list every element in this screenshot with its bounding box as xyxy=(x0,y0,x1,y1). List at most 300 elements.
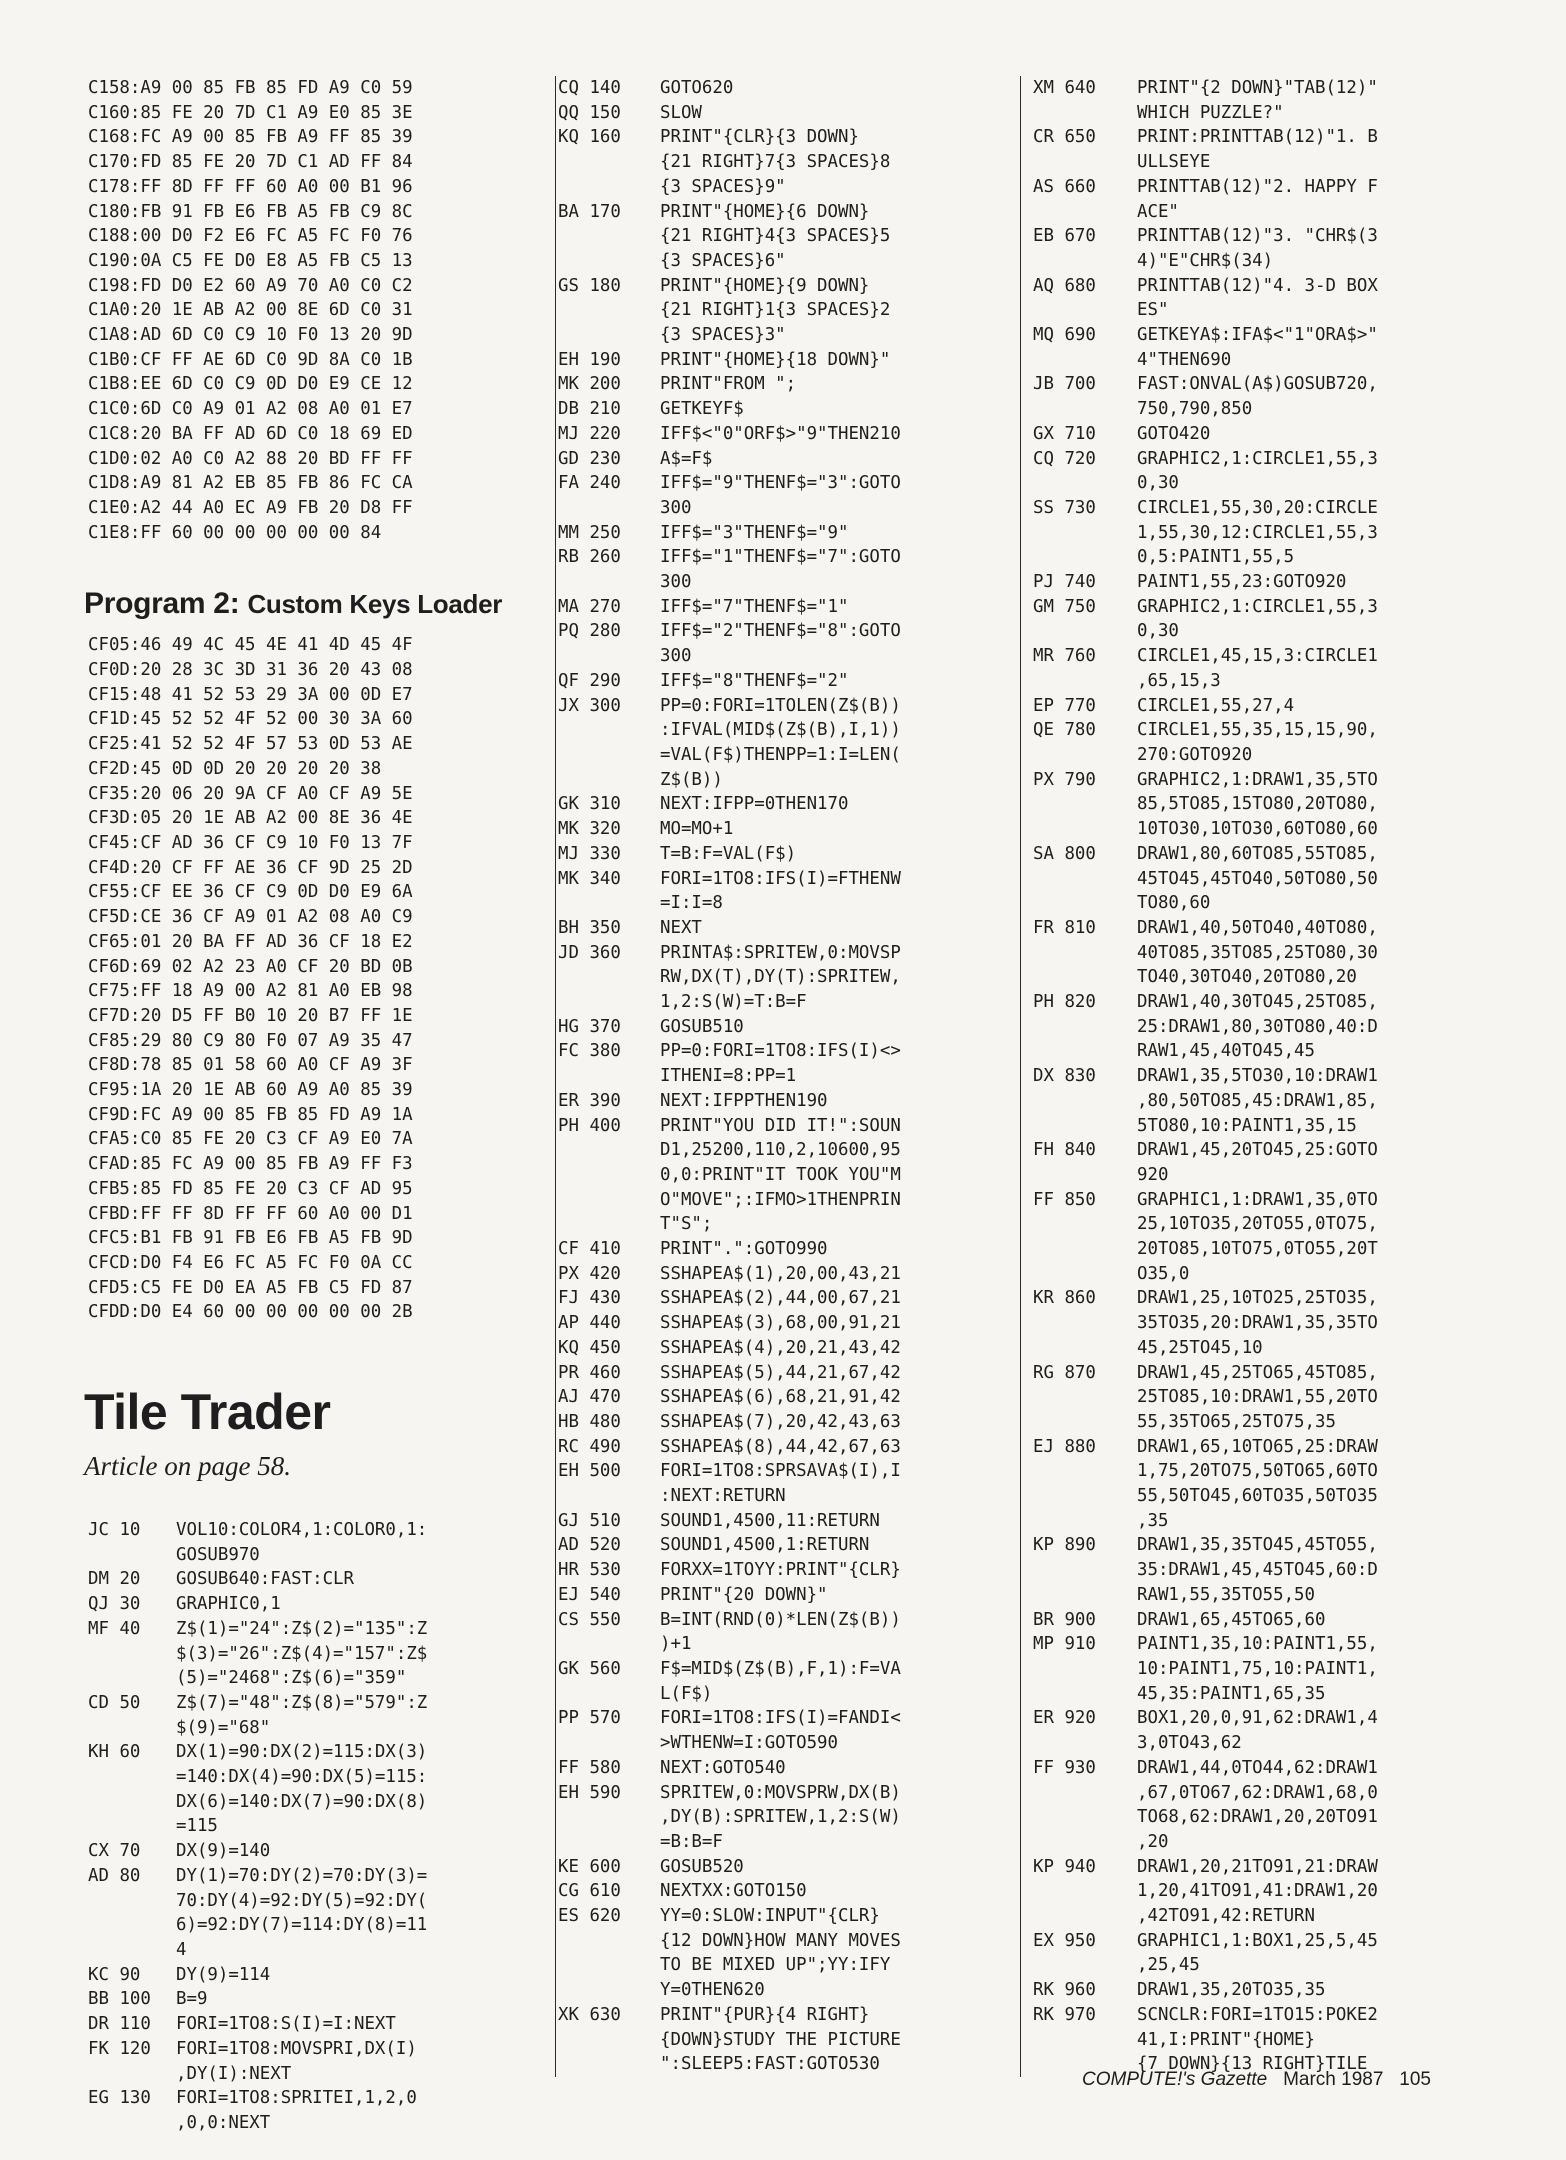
line-number: 540 xyxy=(589,1584,621,1605)
checksum: FC xyxy=(558,1041,579,1062)
checksum: KQ xyxy=(558,127,579,148)
code-text xyxy=(660,1756,786,1781)
line-number: 770 xyxy=(1064,695,1096,716)
code-text xyxy=(660,1904,901,2003)
checksum: PQ xyxy=(558,621,579,642)
checksum: CS xyxy=(558,1609,579,1630)
checksum: DM xyxy=(88,1569,109,1590)
code-segment: FORXX=1TOYY:PRINT"{CLR} xyxy=(660,1560,901,1581)
line-number: 630 xyxy=(589,2004,621,2025)
checksum: PH xyxy=(558,1115,579,1136)
checksum: RB xyxy=(558,547,579,568)
listing-line xyxy=(558,1706,1010,1755)
code-text xyxy=(1137,1286,1378,1360)
code-segment: GRAPHIC1,1:DRAW1,35,0TO xyxy=(1137,1189,1378,1210)
code-segment: DX(6)=140:DX(7)=90:DX(8) xyxy=(176,1791,428,1812)
code-text xyxy=(1137,1533,1378,1607)
line-header xyxy=(88,2037,176,2062)
listing-line xyxy=(88,1740,540,1839)
line-header xyxy=(558,1114,660,1139)
line-header xyxy=(558,1286,660,1311)
code-segment: GOSUB520 xyxy=(660,1856,744,1877)
line-number: 440 xyxy=(589,1313,621,1334)
code-segment: ITHENI=8:PP=1 xyxy=(660,1066,797,1087)
checksum: FJ xyxy=(558,1288,579,1309)
code-text xyxy=(660,1262,901,1287)
listing-line xyxy=(558,842,1010,867)
hex-line: CF8D:78 85 01 58 60 A0 CF A9 3F xyxy=(88,1055,413,1076)
code-segment: T=B:F=VAL(F$) xyxy=(660,843,797,864)
line-number: 850 xyxy=(1064,1189,1096,1210)
hex-line: C1A0:20 1E AB A2 00 8E 6D C0 31 xyxy=(88,300,413,321)
listing-line xyxy=(558,1608,1010,1657)
hex-line: CF35:20 06 20 9A CF A0 CF A9 5E xyxy=(88,783,413,804)
code-text xyxy=(1137,1706,1378,1755)
code-text xyxy=(660,471,901,520)
line-header xyxy=(558,545,660,570)
line-header xyxy=(1033,1608,1137,1633)
code-segment: IFF$<"0"ORF$>"9"THEN210 xyxy=(660,423,901,444)
code-segment: ULLSEYE xyxy=(1137,152,1211,173)
hex-line: CF05:46 49 4C 45 4E 41 4D 45 4F xyxy=(88,635,413,656)
code-segment: $(3)="26":Z$(4)="157":Z$ xyxy=(176,1643,428,1664)
code-segment: {12 DOWN}HOW MANY MOVES xyxy=(660,1930,901,1951)
code-segment: ,25,45 xyxy=(1137,1955,1200,1976)
code-text xyxy=(660,545,901,594)
line-header xyxy=(558,792,660,817)
line-header xyxy=(558,842,660,867)
line-number: 830 xyxy=(1064,1066,1096,1087)
checksum: PJ xyxy=(1033,572,1054,593)
line-header xyxy=(88,1518,176,1543)
hex-line: CF95:1A 20 1E AB 60 A9 A0 85 39 xyxy=(88,1080,413,1101)
checksum: FH xyxy=(1033,1140,1054,1161)
line-header xyxy=(558,1879,660,1904)
checksum: FF xyxy=(1033,1757,1054,1778)
hex-line: C198:FD D0 E2 60 A9 70 A0 C0 C2 xyxy=(88,275,413,296)
checksum: BH xyxy=(558,917,579,938)
line-header xyxy=(88,1691,176,1716)
hex-line: CFC5:B1 FB 91 FB E6 FB A5 FB 9D xyxy=(88,1228,413,1249)
code-segment: ,DY(B):SPRITEW,1,2:S(W) xyxy=(660,1807,901,1828)
code-segment: DRAW1,25,10TO25,25TO35, xyxy=(1137,1288,1378,1309)
listing-line xyxy=(1033,1855,1489,1929)
listing-line xyxy=(558,1089,1010,1114)
checksum: GS xyxy=(558,275,579,296)
code-text xyxy=(1137,595,1378,644)
line-number: 680 xyxy=(1064,275,1096,296)
listing-line xyxy=(1033,1706,1489,1755)
line-header xyxy=(558,1089,660,1114)
listing-line xyxy=(558,694,1010,793)
listing-line xyxy=(1033,842,1489,916)
code-segment: PAINT1,55,23:GOTO920 xyxy=(1137,572,1347,593)
code-segment: ,42TO91,42:RETURN xyxy=(1137,1906,1315,1927)
listing-line xyxy=(88,1518,540,1567)
code-segment: PRINT"{2 DOWN}"TAB(12)" xyxy=(1137,78,1378,98)
listing-line xyxy=(1033,694,1489,719)
code-text xyxy=(660,1583,828,1608)
checksum: EH xyxy=(558,349,579,370)
checksum: CR xyxy=(1033,127,1054,148)
line-number: 800 xyxy=(1064,843,1096,864)
line-header xyxy=(1033,570,1137,595)
checksum: MJ xyxy=(558,843,579,864)
line-header xyxy=(1033,916,1137,941)
line-number: 220 xyxy=(589,423,621,444)
hex-line: CF85:29 80 C9 80 F0 07 A9 35 47 xyxy=(88,1030,413,1051)
line-header xyxy=(1033,595,1137,620)
code-segment: IFF$="8"THENF$="2" xyxy=(660,670,849,691)
code-segment: 0,30 xyxy=(1137,621,1179,642)
code-segment: {21 RIGHT}4{3 SPACES}5 xyxy=(660,226,891,247)
hex-line: CF45:CF AD 36 CF C9 10 F0 13 7F xyxy=(88,832,413,853)
line-header xyxy=(88,1592,176,1617)
code-segment: 45TO45,45TO40,50TO80,50 xyxy=(1137,868,1378,889)
line-header xyxy=(1033,1435,1137,1460)
line-header xyxy=(558,916,660,941)
line-header xyxy=(558,125,660,150)
code-segment: SPRITEW,0:MOVSPRW,DX(B) xyxy=(660,1782,901,1803)
listing-line xyxy=(1033,125,1489,174)
code-segment: 0,0:PRINT"IT TOOK YOU"M xyxy=(660,1164,901,1185)
line-header xyxy=(1033,447,1137,472)
line-header xyxy=(1033,1188,1137,1213)
listing-line xyxy=(1033,422,1489,447)
code-text xyxy=(1137,1188,1378,1287)
code-text xyxy=(176,2037,417,2086)
code-segment: {7 DOWN}{13 RIGHT}TILE xyxy=(1137,2054,1368,2075)
code-segment: 300 xyxy=(660,572,692,593)
code-segment: PP=0:FORI=1TO8:IFS(I)<> xyxy=(660,1041,901,1062)
checksum: GD xyxy=(558,448,579,469)
line-number: 100 xyxy=(119,1989,151,2010)
line-header xyxy=(558,447,660,472)
listing-line xyxy=(1033,1286,1489,1360)
checksum: XK xyxy=(558,2004,579,2025)
line-number: 380 xyxy=(589,1041,621,1062)
code-segment: SSHAPEA$(3),68,00,91,21 xyxy=(660,1313,901,1334)
code-segment: CIRCLE1,55,27,4 xyxy=(1137,695,1295,716)
code-segment: 45,25TO45,10 xyxy=(1137,1337,1263,1358)
code-segment: PRINT"{HOME}{6 DOWN} xyxy=(660,201,870,222)
line-number: 170 xyxy=(589,201,621,222)
listing-line xyxy=(558,1237,1010,1262)
code-segment: 920 xyxy=(1137,1164,1169,1185)
line-header xyxy=(558,471,660,496)
line-header xyxy=(1033,1361,1137,1386)
code-text xyxy=(1137,1361,1378,1435)
code-segment: DX(1)=90:DX(2)=115:DX(3) xyxy=(176,1742,428,1763)
line-header xyxy=(558,1706,660,1731)
code-segment: YY=0:SLOW:INPUT"{CLR} xyxy=(660,1906,880,1927)
checksum: PX xyxy=(558,1263,579,1284)
listing-line xyxy=(558,867,1010,916)
code-segment: MO=MO+1 xyxy=(660,819,734,840)
checksum: FK xyxy=(88,2038,109,2059)
listing-line xyxy=(558,471,1010,520)
line-number: 610 xyxy=(589,1881,621,1902)
listing-line xyxy=(558,76,1010,101)
listing-line xyxy=(1033,1361,1489,1435)
hex-line: CF1D:45 52 52 4F 52 00 30 3A 60 xyxy=(88,709,413,730)
line-header xyxy=(558,521,660,546)
code-text xyxy=(1137,768,1378,842)
checksum: BB xyxy=(88,1989,109,2010)
line-number: 180 xyxy=(589,275,621,296)
listing-line xyxy=(558,447,1010,472)
line-header xyxy=(558,76,660,101)
code-text xyxy=(660,1781,901,1855)
checksum: EH xyxy=(558,1782,579,1803)
line-header xyxy=(558,1336,660,1361)
code-segment: DY(1)=70:DY(2)=70:DY(3)= xyxy=(176,1865,428,1886)
line-header xyxy=(558,1262,660,1287)
line-header xyxy=(1033,1533,1137,1558)
code-text xyxy=(660,1706,901,1755)
checksum: SS xyxy=(1033,497,1054,518)
code-text xyxy=(660,1237,828,1262)
line-header xyxy=(558,1583,660,1608)
code-segment: DRAW1,40,50TO40,40TO80, xyxy=(1137,917,1378,938)
code-segment: GRAPHIC2,1:CIRCLE1,55,3 xyxy=(1137,448,1378,469)
line-header xyxy=(1033,1855,1137,1880)
code-text xyxy=(660,1410,901,1435)
code-text xyxy=(1137,1978,1325,2003)
code-text xyxy=(1137,372,1378,421)
line-number: 360 xyxy=(589,942,621,963)
basic-listing-part-3 xyxy=(1033,76,1489,2077)
line-header xyxy=(1033,1706,1137,1731)
line-header xyxy=(88,2012,176,2037)
line-header xyxy=(1033,323,1137,348)
code-text xyxy=(1137,1064,1378,1138)
line-header xyxy=(558,101,660,126)
listing-line xyxy=(558,669,1010,694)
listing-line xyxy=(1033,1608,1489,1633)
code-segment: 70:DY(4)=92:DY(5)=92:DY( xyxy=(176,1890,428,1911)
code-segment: DRAW1,44,0TO44,62:DRAW1 xyxy=(1137,1757,1378,1778)
code-segment: FORI=1TO8:MOVSPRI,DX(I) xyxy=(176,2038,417,2059)
code-segment: =115 xyxy=(176,1816,218,1837)
line-number: 480 xyxy=(589,1411,621,1432)
line-header xyxy=(1033,1138,1137,1163)
code-text xyxy=(660,1385,901,1410)
checksum: KQ xyxy=(558,1337,579,1358)
program-2-heading xyxy=(84,587,540,621)
line-number: 320 xyxy=(589,819,621,840)
page-footer xyxy=(1082,2069,1431,2091)
listing-line xyxy=(1033,274,1489,323)
code-segment: 25:DRAW1,80,30TO80,40:D xyxy=(1137,1016,1378,1037)
line-number: 940 xyxy=(1064,1856,1096,1877)
line-number: 60 xyxy=(119,1742,141,1763)
code-text xyxy=(660,1435,901,1460)
code-segment: 1,75,20TO75,50TO65,60TO xyxy=(1137,1461,1378,1482)
line-number: 210 xyxy=(589,399,621,420)
checksum: JX xyxy=(558,695,579,716)
hex-line: C188:00 D0 F2 E6 FC A5 FC F0 76 xyxy=(88,226,413,247)
line-header xyxy=(558,1385,660,1410)
line-number: 250 xyxy=(589,522,621,543)
listing-line xyxy=(88,1864,540,1963)
checksum: QE xyxy=(1033,720,1054,741)
code-segment: 41,I:PRINT"{HOME} xyxy=(1137,2029,1315,2050)
checksum: DB xyxy=(558,399,579,420)
line-number: 740 xyxy=(1064,572,1096,593)
line-header xyxy=(558,1039,660,1064)
code-segment: RAW1,55,35TO55,50 xyxy=(1137,1584,1315,1605)
line-number: 80 xyxy=(119,1865,141,1886)
code-segment: GRAPHIC2,1:CIRCLE1,55,3 xyxy=(1137,596,1378,617)
listing-line xyxy=(558,1039,1010,1088)
listing-line xyxy=(88,1567,540,1592)
checksum: PR xyxy=(558,1362,579,1383)
line-number: 290 xyxy=(589,670,621,691)
checksum: FF xyxy=(558,1757,579,1778)
hex-line: C1D0:02 A0 C0 A2 88 20 BD FF FF xyxy=(88,448,413,469)
line-number: 350 xyxy=(589,917,621,938)
line-number: 910 xyxy=(1064,1634,1096,1655)
code-segment: GOSUB510 xyxy=(660,1016,744,1037)
code-text xyxy=(1137,1138,1378,1187)
code-segment: PRINT".":GOTO990 xyxy=(660,1239,828,1260)
checksum: KE xyxy=(558,1856,579,1877)
column-right xyxy=(1020,76,1489,2077)
code-text xyxy=(176,1518,427,1567)
checksum: CF xyxy=(558,1239,579,1260)
code-text xyxy=(176,1864,427,1963)
line-header xyxy=(1033,768,1137,793)
code-segment: ,80,50TO85,45:DRAW1,85, xyxy=(1137,1090,1378,1111)
code-segment: 270:GOTO920 xyxy=(1137,744,1253,765)
code-segment: 4"THEN690 xyxy=(1137,349,1232,370)
code-segment: :IFVAL(MID$(Z$(B),I,1)) xyxy=(660,720,901,741)
checksum: KP xyxy=(1033,1856,1054,1877)
hex-line: CF3D:05 20 1E AB A2 00 8E 36 4E xyxy=(88,808,413,829)
code-text xyxy=(660,1657,901,1706)
checksum: GK xyxy=(558,1659,579,1679)
code-segment: SSHAPEA$(5),44,21,67,42 xyxy=(660,1362,901,1383)
code-text xyxy=(1137,1855,1378,1929)
line-number: 90 xyxy=(119,1964,141,1985)
line-number: 70 xyxy=(119,1841,141,1862)
code-segment: GOSUB640:FAST:CLR xyxy=(176,1569,354,1590)
code-text xyxy=(660,2003,901,2077)
line-header xyxy=(88,1987,176,2012)
line-number: 520 xyxy=(589,1535,621,1556)
code-segment: PRINT"YOU DID IT!":SOUN xyxy=(660,1115,901,1136)
listing-line xyxy=(558,1756,1010,1781)
code-segment: FAST:ONVAL(A$)GOSUB720, xyxy=(1137,374,1378,395)
listing-line xyxy=(1033,224,1489,273)
line-number: 430 xyxy=(589,1288,621,1309)
listing-line xyxy=(558,125,1010,199)
line-number: 130 xyxy=(119,2088,151,2109)
code-segment: 1,55,30,12:CIRCLE1,55,3 xyxy=(1137,522,1378,543)
listing-line xyxy=(558,1533,1010,1558)
code-segment: SOUND1,4500,1:RETURN xyxy=(660,1535,870,1556)
listing-line xyxy=(1033,1188,1489,1287)
code-segment: TO80,60 xyxy=(1137,893,1211,914)
line-number: 860 xyxy=(1064,1288,1096,1309)
listing-line xyxy=(558,1385,1010,1410)
checksum: AP xyxy=(558,1313,579,1334)
line-number: 670 xyxy=(1064,226,1096,247)
line-header xyxy=(558,1435,660,1460)
checksum: ER xyxy=(558,1090,579,1111)
code-text xyxy=(660,792,848,817)
code-text xyxy=(1137,1435,1378,1534)
checksum: AD xyxy=(88,1865,109,1886)
hex-line: CF55:CF EE 36 CF C9 0D D0 E9 6A xyxy=(88,882,413,903)
line-header xyxy=(1033,125,1137,150)
code-segment: {21 RIGHT}7{3 SPACES}8 xyxy=(660,152,891,173)
code-text xyxy=(176,1617,427,1691)
checksum: KC xyxy=(88,1964,109,1985)
line-number: 490 xyxy=(589,1436,621,1457)
code-segment: 55,50TO45,60TO35,50TO35 xyxy=(1137,1486,1378,1507)
line-number: 880 xyxy=(1064,1436,1096,1457)
code-text xyxy=(1137,224,1378,273)
hex-line: C158:A9 00 85 FB 85 FD A9 C0 59 xyxy=(88,78,413,98)
code-segment: PAINT1,35,10:PAINT1,55, xyxy=(1137,1634,1378,1655)
code-text xyxy=(1137,1632,1378,1706)
code-segment: DY(9)=114 xyxy=(176,1964,271,1985)
code-text xyxy=(1137,644,1378,693)
checksum: KH xyxy=(88,1742,109,1763)
line-header xyxy=(558,1410,660,1435)
hex-line: C168:FC A9 00 85 FB A9 FF 85 39 xyxy=(88,127,413,148)
listing-line xyxy=(1033,990,1489,1064)
line-number: 750 xyxy=(1064,596,1096,617)
publication-name: COMPUTE!'s Gazette xyxy=(1082,2069,1268,2090)
code-text xyxy=(1137,274,1378,323)
code-segment: IFF$="7"THENF$="1" xyxy=(660,596,849,617)
listing-line xyxy=(558,1904,1010,2003)
code-text xyxy=(1137,422,1210,447)
listing-line xyxy=(558,1558,1010,1583)
line-header xyxy=(558,694,660,719)
line-number: 420 xyxy=(589,1263,621,1284)
line-number: 720 xyxy=(1064,448,1096,469)
code-segment: )+1 xyxy=(660,1634,692,1655)
line-number: 620 xyxy=(589,1906,621,1927)
code-text xyxy=(660,1533,869,1558)
code-segment: 750,790,850 xyxy=(1137,399,1253,420)
code-segment: SLOW xyxy=(660,102,702,123)
code-segment: SSHAPEA$(4),20,21,43,42 xyxy=(660,1337,901,1358)
checksum: MK xyxy=(558,374,579,395)
line-number: 190 xyxy=(589,349,621,370)
code-text xyxy=(660,619,901,668)
checksum: JB xyxy=(1033,374,1054,395)
code-segment: 55,35TO65,25TO75,35 xyxy=(1137,1411,1336,1432)
code-text xyxy=(660,1361,901,1386)
checksum: MF xyxy=(88,1618,109,1639)
code-text xyxy=(660,521,848,546)
code-text xyxy=(660,595,848,620)
code-segment: {3 SPACES}3" xyxy=(660,325,786,346)
code-segment: PRINT"{HOME}{9 DOWN} xyxy=(660,275,870,296)
line-number: 50 xyxy=(119,1692,141,1713)
code-segment: IFF$="3"THENF$="9" xyxy=(660,522,849,543)
hex-line: C190:0A C5 FE D0 E8 A5 FB C5 13 xyxy=(88,250,413,271)
hex-line: CF15:48 41 52 53 29 3A 00 0D E7 xyxy=(88,684,413,705)
code-segment: 1,20,41TO91,41:DRAW1,20 xyxy=(1137,1881,1378,1902)
code-segment: DRAW1,45,25TO65,45TO85, xyxy=(1137,1362,1378,1383)
checksum: CX xyxy=(88,1841,109,1862)
